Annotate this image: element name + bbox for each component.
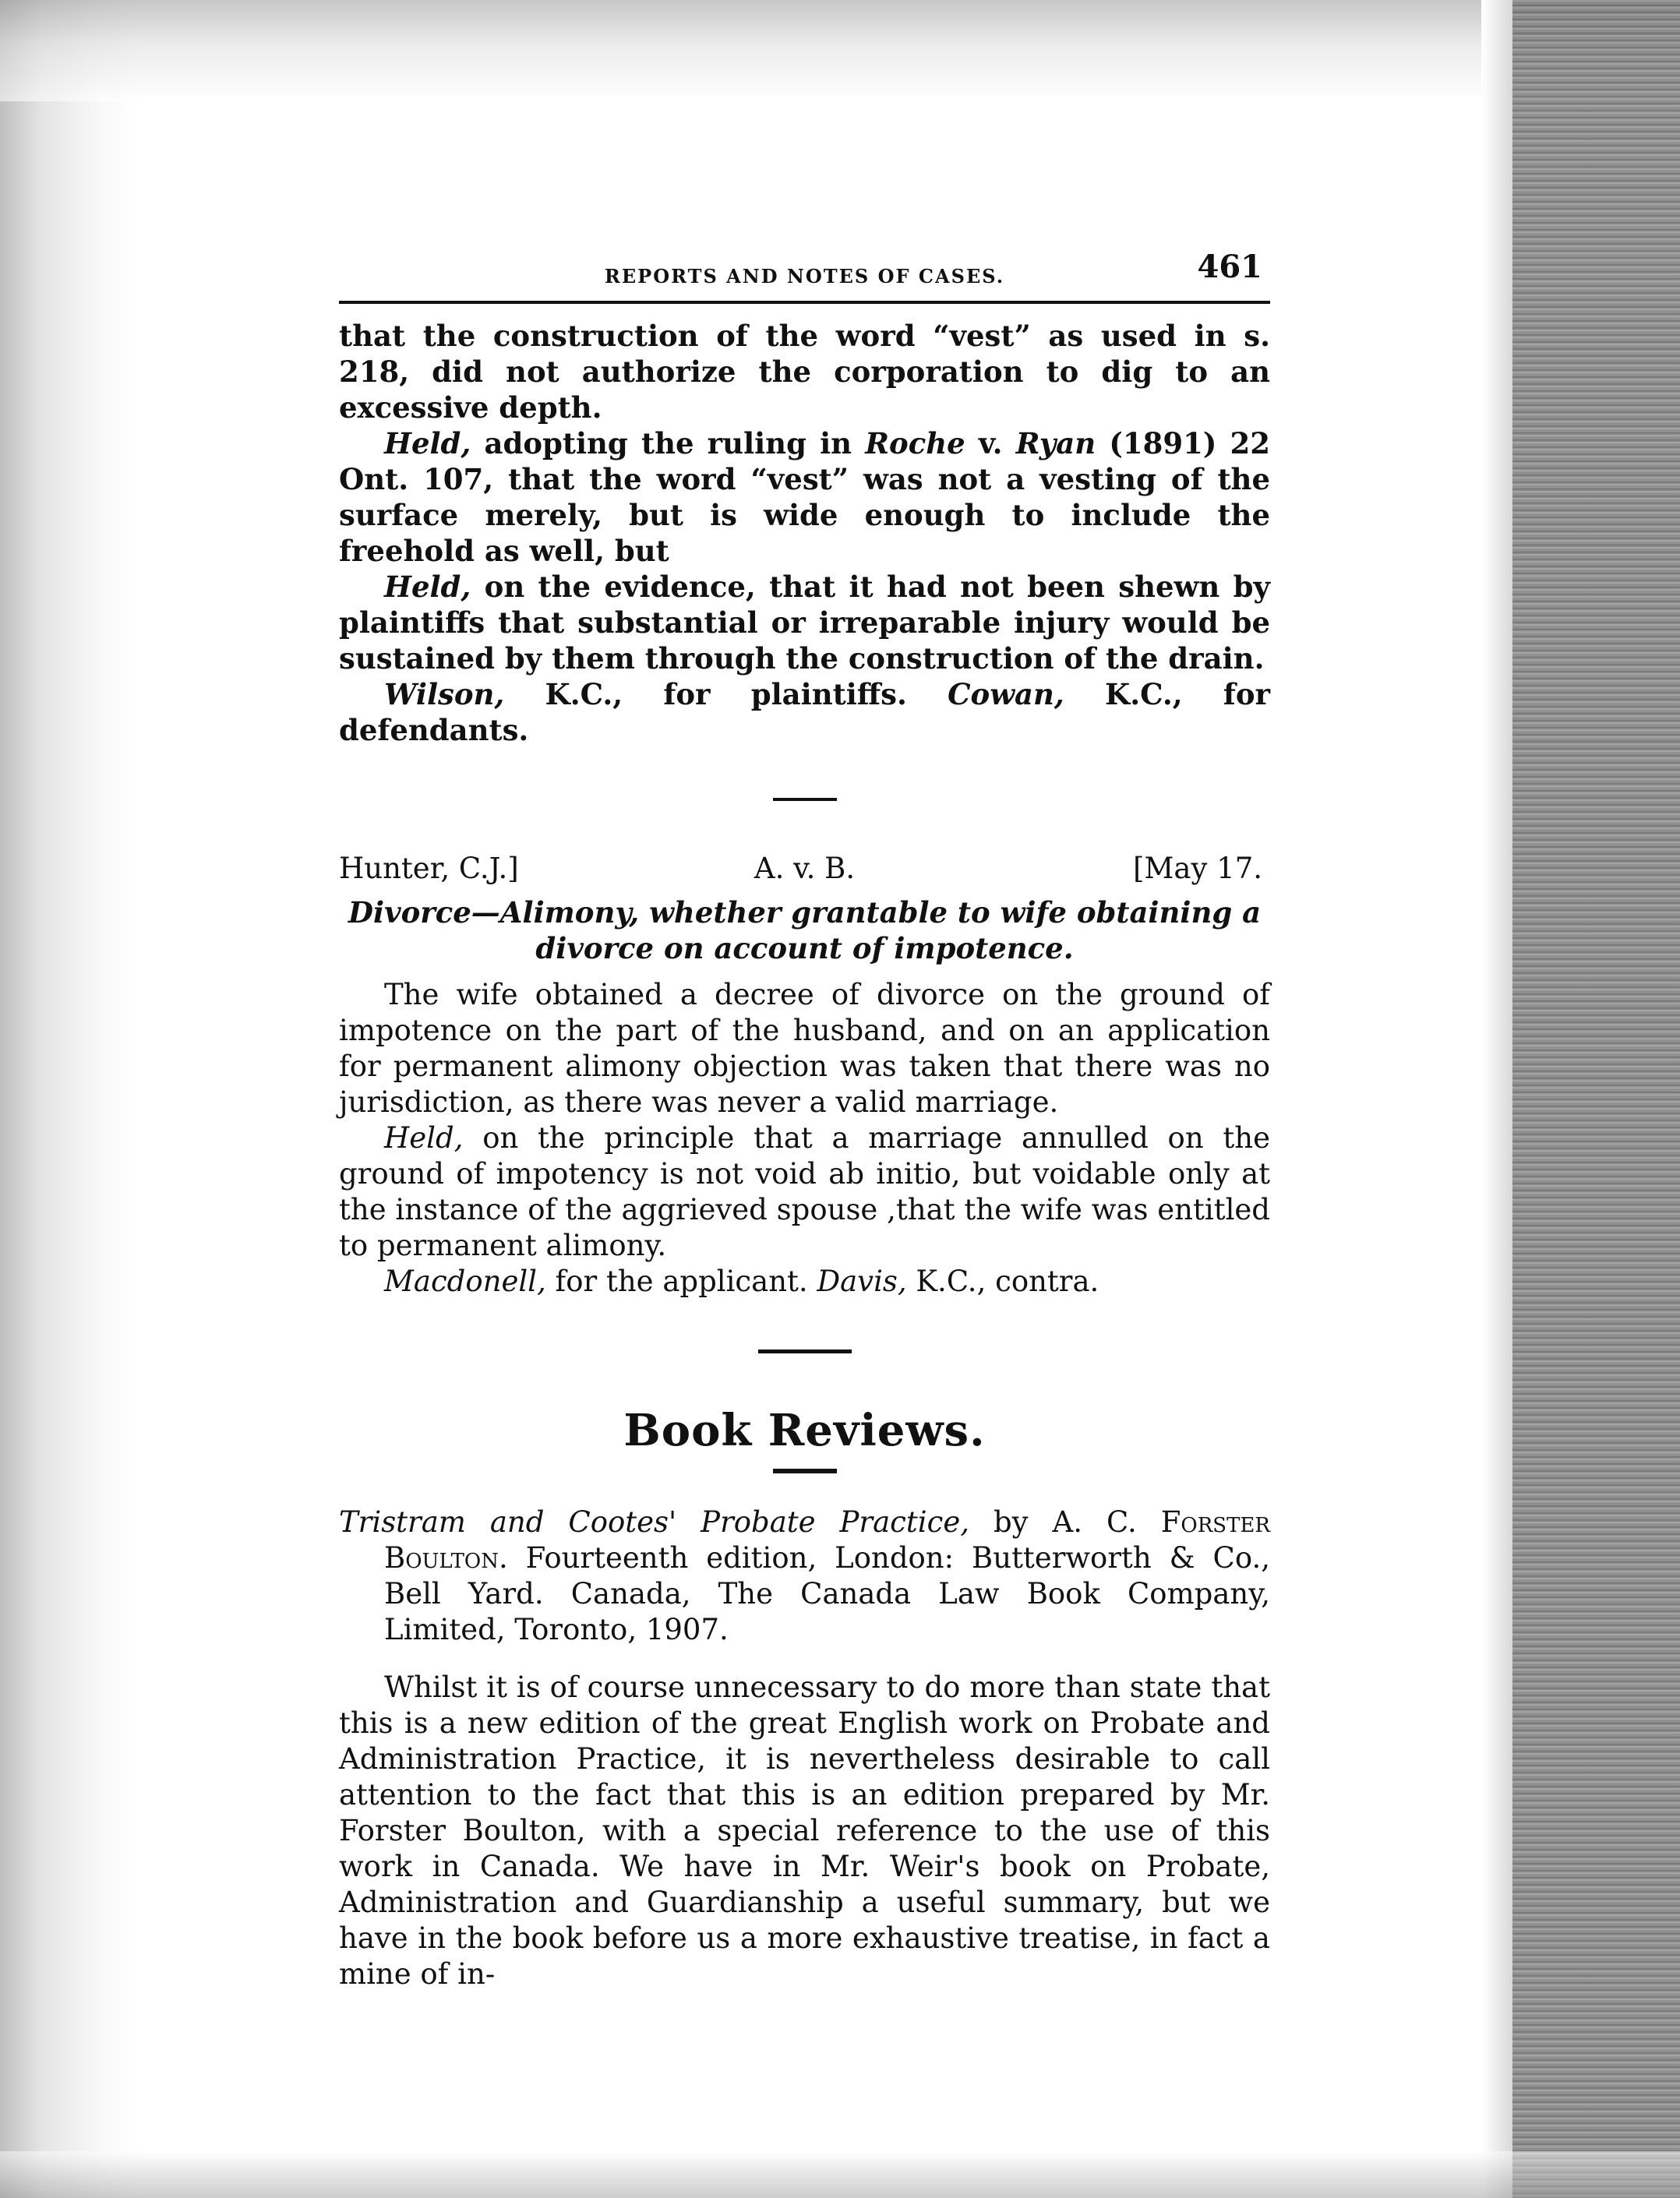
- held-label: Held,: [384, 426, 471, 460]
- scan-edge-left: [0, 0, 140, 2198]
- section-divider: [773, 798, 837, 801]
- review-paragraph: Whilst it is of course unnecessary to do more than state that this is a new edition of the great English work on Probate and Administration Practice, it is nevertheless desirable to call attention to the fact that this is an edition prepared by Mr. Forster Boulton, with a special reference to the use of this work in Canada. We have in Mr. Weir's book on Probate, Administration and Guardianship a useful summary, but we have in the book before us a more exhaustive treatise, in fact a mine of in-: [339, 1671, 1270, 1991]
- case-2-paragraph-2: Held, on the principle that a marriage annulled on the ground of impotency is not void ab initio, but voidable only at the instance of the aggrieved spouse ,that the wife was entitled to permanent alimony.: [339, 1121, 1270, 1262]
- held-label: Held,: [384, 1121, 464, 1155]
- scan-edge-bottom: [0, 2151, 1680, 2198]
- heading-rule: [773, 1469, 837, 1473]
- case-1-paragraph-3: Held, on the evidence, that it had not been shewn by plaintiffs that substantial or irreparable injury would be sustained by them through the construction of the drain.: [339, 570, 1270, 676]
- held-label: Held,: [384, 570, 471, 604]
- case-name: Ryan: [1015, 426, 1096, 460]
- case-name: Roche: [865, 426, 965, 460]
- case-2-section: [339, 977, 1270, 1300]
- section-divider: [758, 1349, 852, 1353]
- case-judge: Hunter, C.J.]: [339, 852, 519, 885]
- book-reviews-heading: Book Reviews.: [623, 1405, 986, 1456]
- case-2-paragraph-1: The wife obtained a decree of divorce on the ground of impotence on the part of the husband, and on an application for permanent alimony objection was taken that there was no jurisdiction, as there was never a valid marriage.: [339, 978, 1270, 1119]
- case-2-counsel: Macdonell, for the applicant. Davis, K.C., contra.: [384, 1265, 1099, 1298]
- header-rule: [339, 301, 1270, 304]
- book-title: Tristram and Cootes' Probate Practice,: [339, 1505, 969, 1539]
- case-title: A. v. B.: [754, 852, 856, 885]
- case-2-heading: [339, 851, 1270, 887]
- case-1-paragraph-1: that the construction of the word “vest” as used in s. 218, did not authorize the corporation to dig to an excessive depth.: [339, 319, 1270, 425]
- running-head: [339, 249, 1270, 293]
- running-title: REPORTS AND NOTES OF CASES.: [604, 265, 1005, 288]
- book-author: Forster Boulton.: [384, 1505, 1270, 1575]
- case-1-section: [339, 318, 1270, 748]
- scan-edge-right: [1512, 0, 1680, 2198]
- book-citation: Tristram and Cootes' Probate Practice, by A. C. Forster Boulton. Fourteenth edition, London: Butterworth & Co., Bell Yard. Canada, The Canada Law Book Company, Limited, Toronto, 1907.: [339, 1505, 1270, 1646]
- page-content: [339, 249, 1270, 1992]
- scan-gutter-shadow: [1481, 0, 1512, 2198]
- case-2-headnote: Divorce—Alimony, whether grantable to wife obtaining a divorce on account of impotence.: [348, 895, 1262, 965]
- page-number: 461: [1197, 249, 1262, 285]
- case-1-counsel: Wilson, K.C., for plaintiffs. Cowan, K.C., for defendants.: [339, 677, 1270, 747]
- case-1-paragraph-2: Held, adopting the ruling in Roche v. Ryan (1891) 22 Ont. 107, that the word “vest” was not a vesting of the surface merely, but is wide enough to include the freehold as well, but: [339, 426, 1270, 568]
- scan-edge-top: [0, 0, 1680, 101]
- case-date: [May 17.: [1133, 852, 1262, 885]
